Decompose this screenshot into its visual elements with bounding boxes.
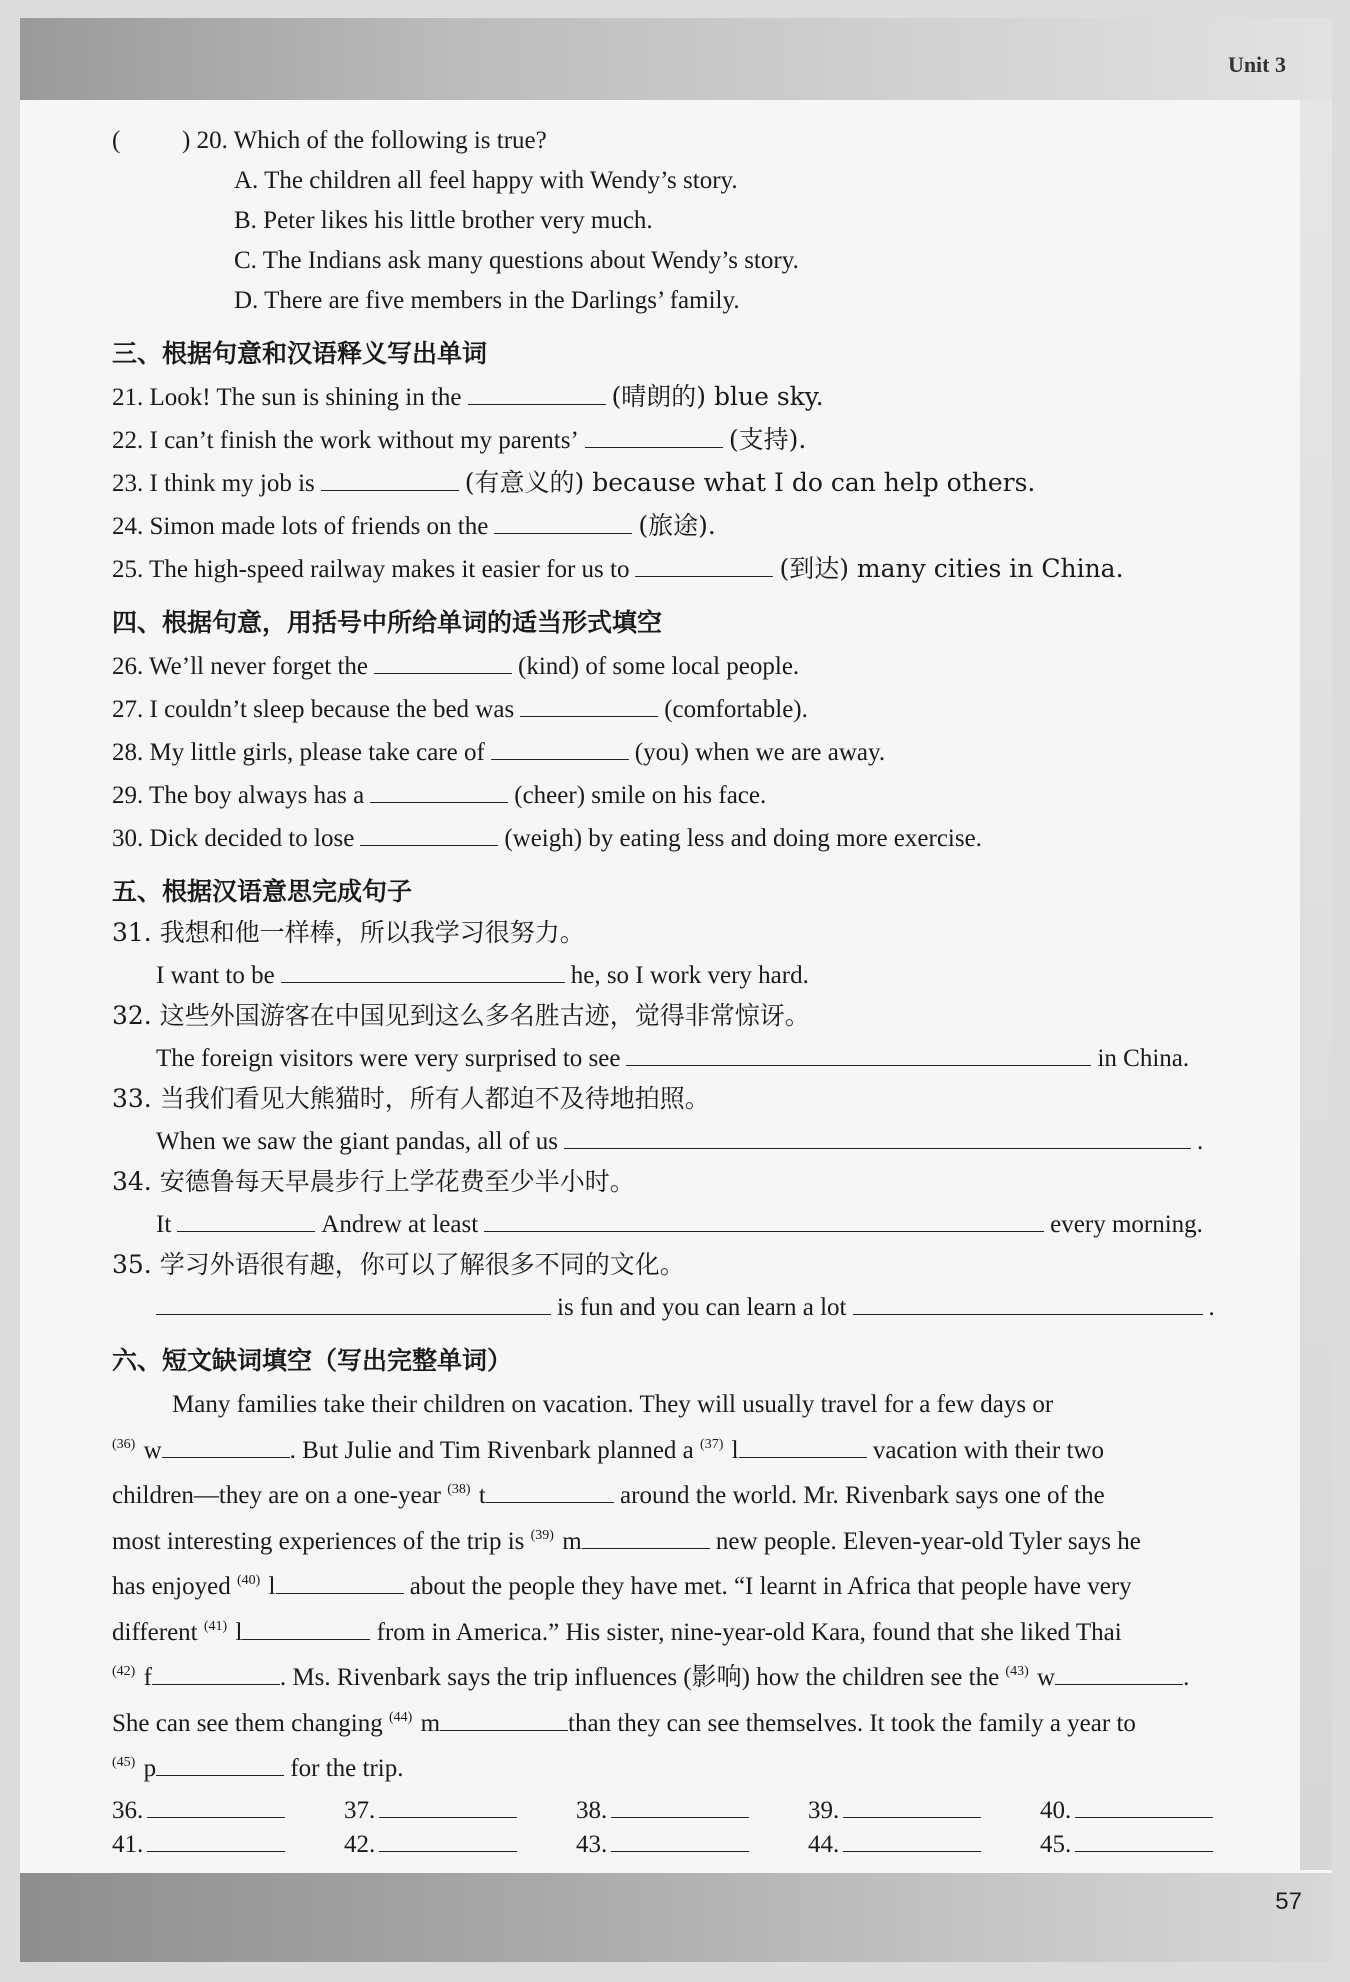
answer-label: 45. [1040, 1830, 1072, 1858]
passage-text: . Ms. Rivenbark says the trip influences (影响) how the children see the [279, 1664, 1000, 1691]
question-24 [112, 509, 1262, 542]
blank-letter-36: w [143, 1436, 162, 1464]
q28-blank[interactable] [491, 735, 629, 760]
answer-label: 39. [808, 1796, 840, 1824]
passage-blank-37[interactable] [739, 1435, 867, 1458]
question-21 [112, 380, 1262, 413]
passage-line-7 [112, 1652, 1262, 1698]
option-b: B. Peter likes his little brother very much. [234, 207, 653, 234]
answer-label: 37. [344, 1796, 376, 1824]
q23-blank[interactable] [321, 466, 459, 491]
q34-chinese: 34. 安德鲁每天早晨步行上学花费至少半小时。 [112, 1167, 635, 1196]
page-edge-shade [1300, 100, 1332, 1870]
q33-english [112, 1124, 1262, 1157]
q32-blank[interactable] [626, 1041, 1091, 1066]
passage-blank-39[interactable] [582, 1526, 710, 1549]
answer-label: 43. [576, 1830, 608, 1858]
passage-text: Many families take their children on vacation. They will usually travel for a few days or [172, 1391, 1054, 1418]
q29-text: 29. The boy always has a [112, 782, 365, 809]
blank-number-43: (43) [1005, 1664, 1029, 1679]
blank-letter-38: t [478, 1482, 486, 1509]
section-5-heading: 五、根据汉语意思完成句子 [112, 877, 413, 906]
answer-41 [112, 1829, 344, 1859]
passage-blank-36[interactable] [162, 1435, 290, 1458]
passage-blank-42[interactable] [152, 1662, 280, 1685]
passage-blank-43[interactable] [1055, 1662, 1183, 1685]
question-30 [112, 821, 1262, 854]
q24-blank[interactable] [494, 509, 632, 534]
passage-blank-44[interactable] [440, 1708, 568, 1731]
answer-blank[interactable] [1075, 1829, 1213, 1852]
q31-chinese: 31. 我想和他一样棒，所以我学习很努力。 [112, 918, 585, 947]
answer-label: 44. [808, 1830, 840, 1858]
answer-44 [808, 1829, 1040, 1859]
q34-blank-2[interactable] [484, 1207, 1044, 1232]
blank-letter-39: m [562, 1527, 582, 1555]
question-22 [112, 423, 1262, 456]
q32-english [112, 1041, 1262, 1074]
q25-blank[interactable] [635, 552, 773, 577]
section-3-heading: 三、根据句意和汉语释义写出单词 [112, 339, 488, 368]
q22-text: 22. I can’t finish the work without my parents’ [112, 427, 579, 454]
q35-english [112, 1290, 1262, 1323]
blank-number-37: (37) [700, 1436, 724, 1452]
answer-40 [1040, 1795, 1272, 1825]
passage-text: different [112, 1618, 198, 1646]
answer-blank[interactable] [843, 1795, 981, 1818]
q31-text: I want to be [156, 962, 275, 989]
q29-blank[interactable] [370, 778, 508, 803]
q33-chinese: 33. 当我们看见大熊猫时，所有人都迫不及待地拍照。 [112, 1084, 710, 1113]
passage-blank-45[interactable] [156, 1753, 284, 1776]
blank-number-45: (45) [112, 1755, 136, 1770]
q24-text: 24. Simon made lots of friends on the [112, 513, 489, 540]
blank-number-42: (42) [112, 1664, 136, 1679]
passage-text: about the people they have met. “I learnt in Africa that people have very [409, 1573, 1132, 1600]
answer-37 [344, 1795, 576, 1825]
q21-hint: (晴朗的) blue sky. [611, 382, 824, 411]
answer-paren[interactable]: ( [112, 127, 121, 154]
option-a: A. The children all feel happy with Wendy’s story. [234, 167, 738, 194]
answer-blank[interactable] [1075, 1795, 1213, 1818]
q21-text: 21. Look! The sun is shining in the [112, 384, 462, 411]
passage-line-3 [112, 1470, 1262, 1516]
answer-blank[interactable] [379, 1829, 517, 1852]
passage-text: than they can see themselves. It took the family a year to [568, 1709, 1136, 1737]
q35-text-end: . [1208, 1294, 1215, 1321]
q34-text-end: every morning. [1050, 1211, 1203, 1238]
q34-blank-1[interactable] [177, 1207, 315, 1232]
q31-text-end: he, so I work very hard. [570, 962, 809, 989]
blank-number-39: (39) [530, 1527, 554, 1543]
passage-text: from in America.” His sister, nine-year-old Kara, found that she liked Thai [376, 1618, 1122, 1646]
answer-blank[interactable] [611, 1829, 749, 1852]
q26-blank[interactable] [374, 649, 512, 674]
answer-label: 36. [112, 1796, 144, 1824]
option-c: C. The Indians ask many questions about Wendy’s story. [234, 247, 799, 274]
blank-letter-44: m [420, 1709, 441, 1737]
option-d: D. There are five members in the Darlings’ family. [234, 287, 740, 314]
q35-chinese: 35. 学习外语很有趣，你可以了解很多不同的文化。 [112, 1250, 685, 1279]
passage-text: children—they are on a one-year [112, 1482, 442, 1509]
answer-label: 38. [576, 1796, 608, 1824]
passage-text: . [1183, 1664, 1190, 1691]
passage-line-1 [112, 1385, 1262, 1425]
q35-blank-2[interactable] [853, 1290, 1203, 1315]
cloze-passage [112, 1385, 1262, 1789]
blank-letter-40: l [268, 1573, 276, 1600]
q28-hint: (you) when we are away. [634, 739, 886, 766]
q30-blank[interactable] [360, 821, 498, 846]
question-29 [112, 778, 1262, 811]
passage-text: vacation with their two [872, 1436, 1105, 1464]
passage-text: has enjoyed [112, 1573, 231, 1600]
answer-label: 41. [112, 1830, 144, 1858]
q22-hint: (支持). [728, 425, 807, 454]
answer-blank[interactable] [843, 1829, 981, 1852]
page-number: 57 [1275, 1888, 1302, 1915]
q28-text: 28. My little girls, please take care of [112, 739, 485, 766]
q26-text: 26. We’ll never forget the [112, 653, 369, 680]
section-6-heading: 六、短文缺词填空（写出完整单词） [112, 1346, 513, 1375]
answer-45 [1040, 1829, 1272, 1859]
passage-text: new people. Eleven-year-old Tyler says he [715, 1527, 1141, 1555]
q34-english [112, 1207, 1262, 1240]
blank-number-44: (44) [389, 1709, 413, 1725]
passage-blank-41[interactable] [242, 1617, 370, 1640]
passage-text: for the trip. [290, 1755, 404, 1782]
question-28 [112, 735, 1262, 768]
question-20-stem: ) 20. Which of the following is true? [182, 127, 547, 154]
answer-43 [576, 1829, 808, 1859]
answer-label: 40. [1040, 1796, 1072, 1824]
q21-blank[interactable] [468, 380, 606, 405]
q32-text-end: in China. [1097, 1045, 1190, 1072]
passage-line-9 [112, 1743, 1262, 1789]
section-4-heading: 四、根据句意，用括号中所给单词的适当形式填空 [112, 608, 663, 637]
answer-blank[interactable] [147, 1829, 285, 1852]
q26-hint: (kind) of some local people. [518, 653, 800, 680]
passage-line-8 [112, 1698, 1262, 1744]
answer-36 [112, 1795, 344, 1825]
q25-text: 25. The high-speed railway makes it easier for us to [112, 556, 630, 583]
blank-number-38: (38) [447, 1482, 471, 1497]
answer-blank[interactable] [611, 1795, 749, 1818]
worksheet-content [112, 126, 1262, 1859]
question-20 [112, 126, 1262, 156]
question-27 [112, 692, 1262, 725]
q24-hint: (旅途). [638, 511, 716, 540]
header-band [20, 18, 1332, 100]
blank-letter-45: p [143, 1755, 157, 1782]
passage-blank-38[interactable] [486, 1480, 614, 1503]
blank-letter-41: l [235, 1618, 243, 1646]
passage-text: She can see them changing [112, 1709, 383, 1737]
q27-blank[interactable] [520, 692, 658, 717]
q33-text: When we saw the giant pandas, all of us [156, 1128, 558, 1155]
question-23 [112, 466, 1262, 499]
q31-blank[interactable] [281, 958, 565, 983]
q35-blank-1[interactable] [156, 1290, 551, 1315]
q34-text: It [156, 1211, 172, 1238]
blank-number-41: (41) [203, 1618, 228, 1634]
question-26 [112, 649, 1262, 682]
q32-text: The foreign visitors were very surprised to see [156, 1045, 621, 1072]
footer-band [20, 1873, 1332, 1962]
passage-text: . But Julie and Tim Rivenbark planned a [289, 1436, 694, 1464]
blank-number-40: (40) [236, 1573, 261, 1588]
answer-42 [344, 1829, 576, 1859]
q22-blank[interactable] [585, 423, 723, 448]
q29-hint: (cheer) smile on his face. [514, 782, 767, 809]
q32-chinese: 32. 这些外国游客在中国见到这么多名胜古迹，觉得非常惊讶。 [112, 1001, 810, 1030]
blank-letter-43: w [1037, 1664, 1056, 1691]
q30-text: 30. Dick decided to lose [112, 825, 355, 852]
q33-blank[interactable] [564, 1124, 1191, 1149]
answer-39 [808, 1795, 1040, 1825]
passage-text: around the world. Mr. Rivenbark says one of the [620, 1482, 1105, 1509]
q31-english [112, 958, 1262, 991]
answer-grid [112, 1795, 1262, 1859]
passage-line-2 [112, 1425, 1262, 1471]
q30-hint: (weigh) by eating less and doing more exercise. [504, 825, 982, 852]
q27-text: 27. I couldn’t sleep because the bed was [112, 696, 515, 723]
answer-blank[interactable] [147, 1795, 285, 1818]
passage-blank-40[interactable] [276, 1571, 404, 1594]
answer-38 [576, 1795, 808, 1825]
q23-text: 23. I think my job is [112, 470, 315, 497]
unit-label: Unit 3 [1227, 52, 1286, 77]
q33-text-end: . [1196, 1128, 1204, 1155]
passage-line-4 [112, 1516, 1262, 1562]
q35-text-mid: is fun and you can learn a lot [557, 1294, 847, 1321]
q25-hint: (到达) many cities in China. [779, 554, 1124, 583]
blank-letter-37: l [731, 1436, 739, 1464]
answer-blank[interactable] [379, 1795, 517, 1818]
q34-text-mid: Andrew at least [321, 1211, 479, 1238]
blank-number-36: (36) [112, 1436, 136, 1452]
q27-hint: (comfortable). [664, 696, 808, 723]
passage-line-5 [112, 1561, 1262, 1607]
blank-letter-42: f [143, 1664, 152, 1691]
q23-hint: (有意义的) because what I do can help others. [464, 468, 1036, 497]
answer-label: 42. [344, 1830, 376, 1858]
question-25 [112, 552, 1262, 585]
passage-text: most interesting experiences of the trip is [112, 1527, 525, 1555]
passage-line-6 [112, 1607, 1262, 1653]
